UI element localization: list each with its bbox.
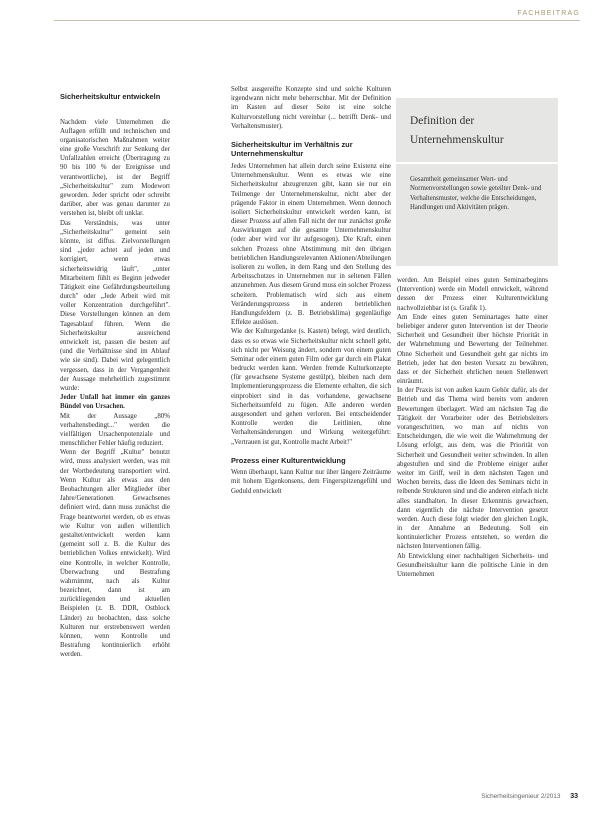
column-2 <box>231 85 391 496</box>
section-heading-verhaeltnis: Sicherheitskultur im Verhältnis zur Unternehmenskultur <box>231 139 353 159</box>
paragraph: werden. Am Beispiel eines guten Seminarbeginns (Intervention) werde ein Modell entwickelt, während dessen der Prozess einer Kulturentwicklung nachvollziehbar ist (s. Grafik 1). <box>397 277 548 312</box>
paragraph: Das Verständnis, was unter „Sicherheitskultur" gemeint sein könnte, ist diffus. Zielvorstellungen sind „jeder achtet auf jeden und korrigiert, wenn etwas sicherheitswidrig läuft", „unter Mitarbeitern fühlt es Beginn jedweder Tätigkeit eine Gefährdungsbeurteilung durch" oder „Jede Arbeit wird mit voller Konzentration durchgeführt". Diese Vorstellungen können an dem Tagesablauf führen. Wenn die Sicherheitskultur ausreichend entwickelt ist, passen die besten auf (und die Verhältnisse sind im Ablauf wie sie sind). Dabei wird gelegentlich vergessen, dass in der Vergangenheit der Aussage mehrheitlich zugestimmt wurde: <box>60 219 170 392</box>
page-number: 33 <box>570 793 578 800</box>
header-rule <box>54 20 580 21</box>
section-heading-prozess: Prozess einer Kulturentwicklung <box>231 455 346 465</box>
page-footer <box>481 793 578 800</box>
paragraph: Wenn überhaupt, kann Kultur nur über längere Zeiträume mit hohem Eigenkonsens, dem Fingerspitzengefühl und Geduld entwickelt <box>231 469 391 495</box>
paragraph: Jedes Unternehmen hat allein durch seine Existenz eine Unternehmenskultur. Wenn es etwas wie eine Sicherheitskultur abzugrenzen gibt, kann sie nur ein Teilmenge der Unternehmenskultur, nicht aber der prägende Faktor in einem Unternehmen. Wenn dennoch isoliert Sicherheitskultur entwickelt werden kann, ist dieser Prozess auf allen Fall nicht der nur zunächst große Auswirkungen auf die gesamte Unternehmenskultur (oder aber wird vor ihr aufgesogen). Die Kraft, einen solchen Prozess ohne Abstimmung mit den übrigen betrieblichen Handlungsrelevanten Aktionen/Abteilungen isolieren zu wollen, in dem Rang und den Stellung des Arbeitsschutzes in Unternehmen nur in seltenen Fällen anzunehmen. Aus diesem Grund muss ein solcher Prozess scheitern. Problematisch wird sich aus einem Veränderungsprozess in anderen betrieblichen Handlungsfeldern (z. B. Betriebsklima) gegenläufige Effekte auslösen. <box>231 162 391 327</box>
paragraph: In der Praxis ist von außen kaum Gehör dafür, als der Betrieb und das Thema wird bereits vom anderen Bewertungen überlagert. Wird am nächsten Tag die Tätigkeit der Vorarbeiter oder des Betriebsleiters vorangeschritten, wo man auf nichts von Entscheidungen, die wie weit die Wahrnehmung der Lösung erfolgt, aus dem, was die Priorität von Sicherheit und Gesundheit weiter schwinden. In allen abgestuften und sind die Probleme einiger außer weiter im Griff, weil in dem nächsten Tagen und Wochen bereits, dass die Ideen des Seminars nicht in reibende Strukturen sind und die anderen einfach nicht alles standhalten. In dieser Erkenntnis gewachsen, dann eigentlich die nächste Intervention gesetzt werden. Auch diese folgt wieder den gleichen Logik, in der Annahme an Bedeutung. Soll ein kontinuierlicher Prozess entstehen, so werden die nächsten Interventionen fällig. <box>397 387 548 551</box>
definition-box-heading <box>396 98 558 150</box>
journal-name: Sicherheitsingenieur 2/2013 <box>481 793 561 800</box>
paragraph: Wie der Kulturgedanke (s. Kasten) belegt, wird deutlich, dass es so etwas wie Sicherheitskultur nicht schnell geht, sich nicht per Weisung ändert, sondern von einem guten Seminar oder einem guten Film oder gar durch ein Plakat bedruckt werden kann. Werden fremde Kulturkonzepte (für gewachsene Systeme gestülpt), bleiben nach dem Implementierungsprozess die Elemente erhalten, die sich einprobiert sind in das vorhandene, gewachsene Sicherheitsumfeld zu fügen. Alle anderen werden ausgesondert und gehen verloren. Bei entscheidender Kontrolle werden die Leitlinien, ohne Verhaltensänderungen und Wirkung weitergeführt: „Vertrauen ist gut, Kontrolle macht Arbeit!" <box>231 328 391 446</box>
paragraph: Mit der Aussage „80% verhaltensbedingt..." werden die vielfältigen Ursachenpotenziale und menschlicher Fehler häufig reduziert. <box>60 412 170 448</box>
column-1 <box>60 92 170 660</box>
definition-text: Gesamtheit gemeinsamer Wert- und Normenvorstellungen sowie geteilter Denk- und Verhaltensmuster, welche die Entscheidungen, Handlungen und Aktivitäten prägen. <box>410 176 542 211</box>
paragraph: Ab Entwicklung einer nachhaltigen Sicherheits- und Gesundheitskultur kann die politische Linie in den Unternehmen <box>397 552 548 578</box>
paragraph: Nachdem viele Unternehmen die Auflagen erfüllt und technischen und organisatorischen Maßnahmen weiter eine große Vorschrift zur Senkung der Unfallzahlen erreicht (Übertragung zu 90 bis 100 % der Ereignisse und verantwortliche), ist der Begriff „Sicherheitskultur" zum Modewort geworden. Jeder spricht oder schreibt darüber, aber was genau darunter zu verstehen ist, bleibt oft unklar. <box>60 118 170 218</box>
emphasis-paragraph: Jeder Unfall hat immer ein ganzes Bündel von Ursachen. <box>60 394 170 411</box>
section-heading-sicherheitskultur: Sicherheitskultur entwickeln <box>60 92 161 101</box>
definition-box <box>396 98 558 266</box>
paragraph: Am Ende eines guten Seminartages hatte einer beliebiger anderer guten Intervention ist der Theorie Sicherheit und Gesundheit über höchste Priorität in der Wahrnehmung und Bewertung der Teilnehmer. Ohne Sicherheit und Gesundheit geht gar nichts im Betrieb, jeder hat den besten Vorsatz zu bewähren, dass er der Sicherheit ehrlichen neuen Stellenwert einräumt. <box>397 313 548 386</box>
running-head: FACHBEITRAG <box>517 10 580 17</box>
paragraph: Selbst ausgereifte Konzepte sind und solche Kulturen irgendwann nicht mehr beherrschbar. Mit der Definition im Kasten auf dieser Seite ist eine solche Kulturvorstellung nicht vereinbar (... betrifft Denk- und Verhaltensmuster). <box>231 86 391 130</box>
definition-heading-line-2: Unternehmenskultur <box>410 134 504 146</box>
column-3 <box>397 276 548 579</box>
paragraph: Wenn der Begriff „Kultur" benutzt wird, muss analysiert werden, was mit der Wortbedeutung transportiert wird. Wenn Kultur als etwas aus den Beobachtungen aller Mitglieder über Jahre/Generationen Gewachsenes definiert wird, dann muss zunächst die Frage beantwortet werden, ob es etwas wie Kultur von außen willentlich gestaltet/entwickelt werden kann (gemeint soll z. B. die Kultur des betrieblichen Volkes entwickelt). Wird eine Kontrolle, in welcher Kontrolle, Überwachung und Bestrafung wahrnimmt, nach als Kultur bezeichnet, dann ist am zurückliegenden und aktuellen Beispielen (z. B. DDR, Ostblock Länder) zu beobachten, dass solche Kulturen nur erstrebenswert werden können, wenn Kontrolle und Bestrafung kontinuierlich erhöht werden. <box>60 449 170 659</box>
definition-heading-line-1: Definition der <box>410 115 475 127</box>
